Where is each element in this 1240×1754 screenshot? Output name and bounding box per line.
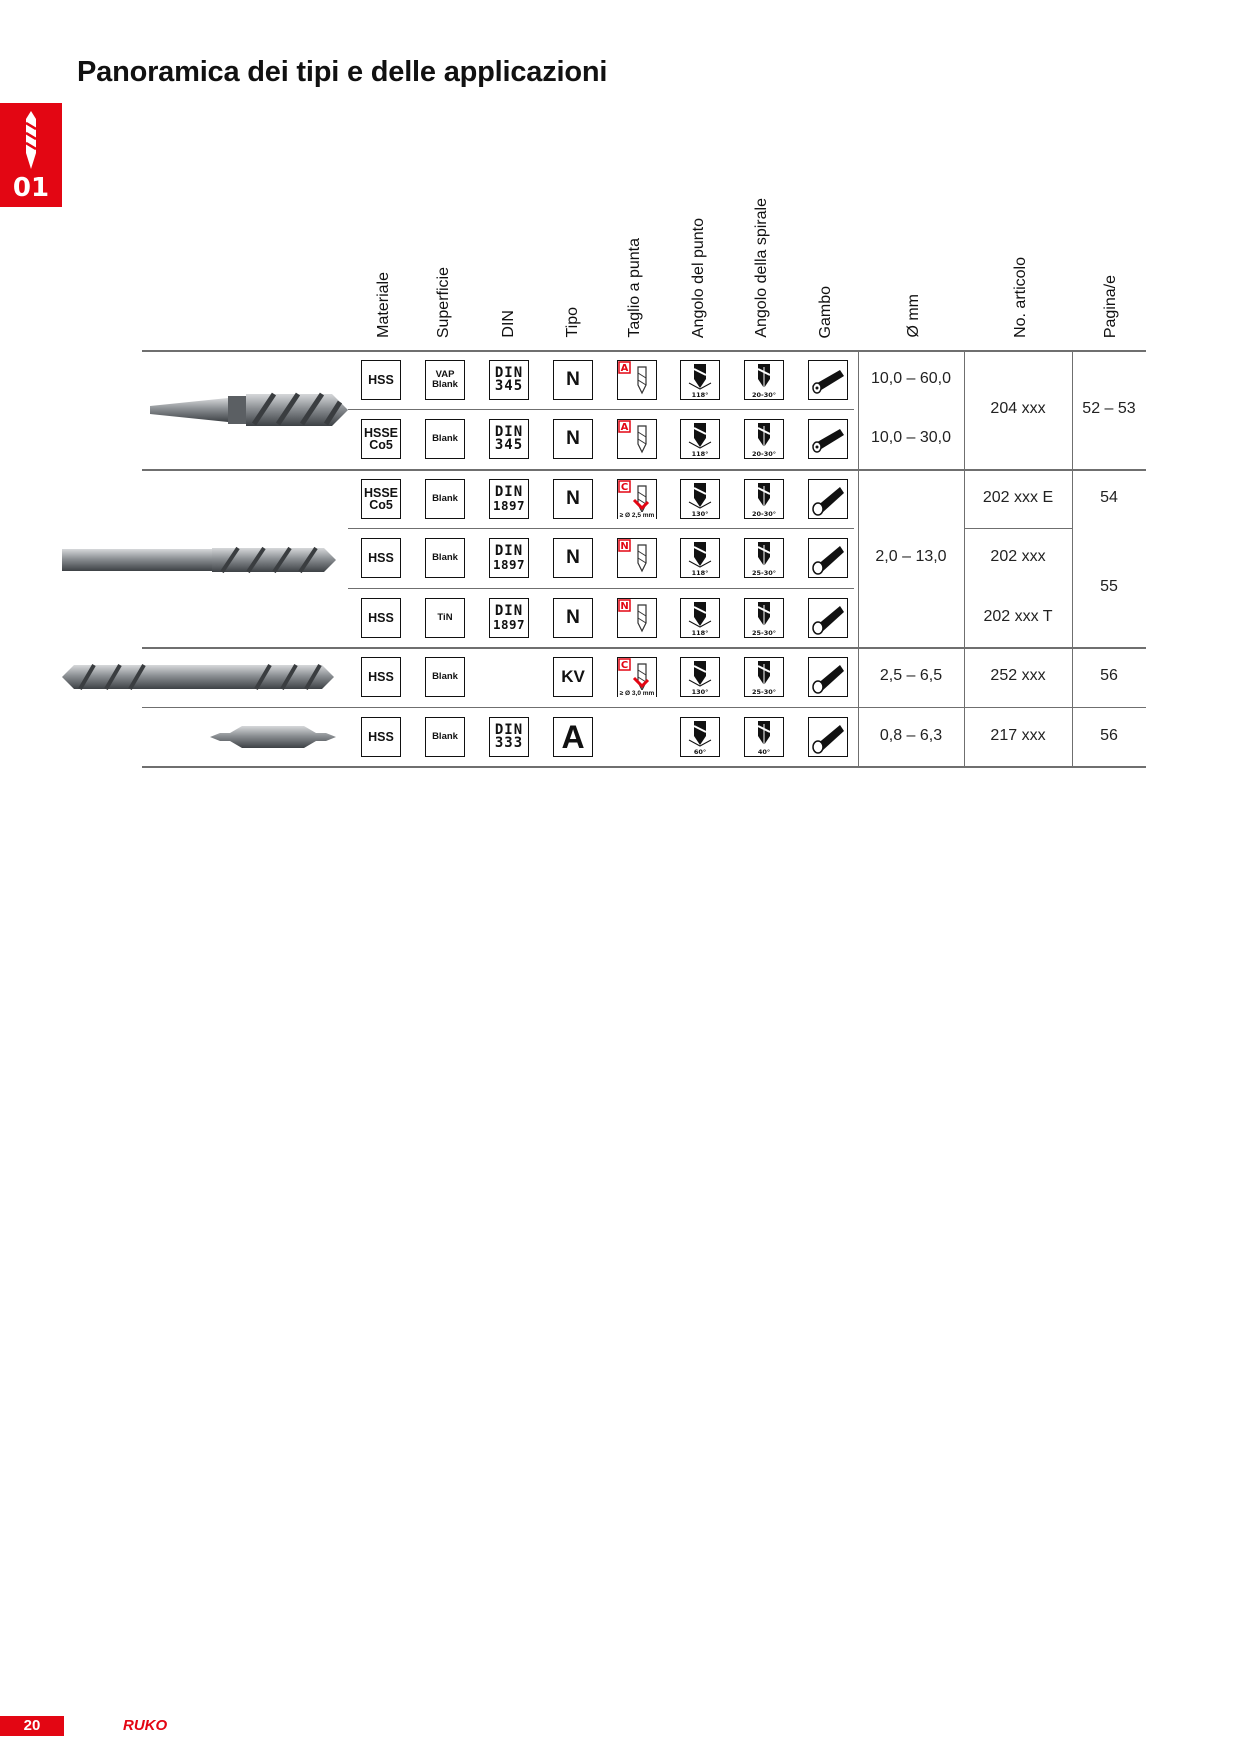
svg-text:20-30°: 20-30° xyxy=(751,391,777,399)
point-cut-icon xyxy=(617,598,657,638)
helix-angle-icon xyxy=(744,479,784,519)
diameter-cell: 0,8 – 6,3 xyxy=(879,727,943,744)
cell-line: VAP xyxy=(435,369,455,380)
surface-badge xyxy=(425,479,465,519)
cell-line: HSS xyxy=(368,373,394,387)
chapter-number: 01 xyxy=(12,173,50,203)
centre-drill-image xyxy=(210,722,336,752)
point-cut-icon xyxy=(617,360,657,400)
helix-angle-icon xyxy=(744,419,784,459)
svg-text:118°: 118° xyxy=(691,391,709,399)
cell-line: HSS xyxy=(368,551,394,565)
material-badge xyxy=(361,479,401,519)
din-badge xyxy=(489,598,529,638)
din-badge xyxy=(489,419,529,459)
double-ended-drill-image xyxy=(60,663,336,691)
header-superficie: Superficie xyxy=(435,266,452,338)
din-badge xyxy=(489,717,529,757)
svg-text:130°: 130° xyxy=(691,688,709,696)
header-gambo: Gambo xyxy=(817,285,834,338)
type-badge: N xyxy=(553,419,593,459)
cell-line: HSS xyxy=(368,670,394,684)
shank-icon xyxy=(808,598,848,638)
point-angle-icon xyxy=(680,598,720,638)
svg-text:C: C xyxy=(620,482,629,493)
table-rule xyxy=(142,647,1146,649)
cell-line: Blank xyxy=(432,731,458,742)
svg-text:130°: 130° xyxy=(691,510,709,518)
point-angle-icon xyxy=(680,419,720,459)
helix-angle-icon xyxy=(744,538,784,578)
surface-badge xyxy=(425,657,465,697)
shank-icon xyxy=(808,360,848,400)
page-number: 20 xyxy=(0,1716,64,1736)
material-badge xyxy=(361,717,401,757)
surface-badge xyxy=(425,419,465,459)
surface-badge xyxy=(425,538,465,578)
type-badge: N xyxy=(553,538,593,578)
diameter-cell: 10,0 – 30,0 xyxy=(870,429,952,446)
cell-line: Co5 xyxy=(369,498,393,512)
din-badge xyxy=(489,479,529,519)
cell-line: 1897 xyxy=(492,557,526,572)
cell-line: Blank xyxy=(432,671,458,682)
table-rule xyxy=(348,528,854,529)
cell-line: 333 xyxy=(494,735,524,751)
svg-text:40°: 40° xyxy=(757,748,771,756)
header-din: DIN xyxy=(500,310,517,338)
cell-line: Blank xyxy=(432,433,458,444)
header-diametro: Ø mm xyxy=(905,294,922,338)
table-rule xyxy=(142,766,1146,768)
svg-text:25-30°: 25-30° xyxy=(751,629,777,637)
shank-icon xyxy=(808,479,848,519)
svg-text:60°: 60° xyxy=(693,748,707,756)
svg-text:25-30°: 25-30° xyxy=(751,569,777,577)
cell-line: DIN xyxy=(494,603,524,619)
article-cell: 252 xxx xyxy=(990,667,1046,684)
svg-text:118°: 118° xyxy=(691,569,709,577)
svg-text:118°: 118° xyxy=(691,629,709,637)
shank-icon xyxy=(808,419,848,459)
cylindrical-drill-image xyxy=(62,545,338,575)
article-cell: 202 xxx xyxy=(990,548,1046,565)
surface-badge xyxy=(425,360,465,400)
cell-line: DIN xyxy=(494,365,524,381)
shank-icon xyxy=(808,657,848,697)
point-angle-icon xyxy=(680,717,720,757)
cell-line: 345 xyxy=(494,378,524,394)
cell-line: 345 xyxy=(494,437,524,453)
point-angle-icon xyxy=(680,538,720,578)
svg-text:20-30°: 20-30° xyxy=(751,510,777,518)
type-badge: N xyxy=(553,479,593,519)
cell-line: Blank xyxy=(432,379,458,390)
table-rule xyxy=(348,409,854,410)
cell-line: DIN xyxy=(494,543,524,559)
header-articolo: No. articolo xyxy=(1012,257,1029,338)
diameter-cell: 10,0 – 60,0 xyxy=(870,370,952,387)
header-materiale: Materiale xyxy=(375,272,392,338)
cell-line: HSSE xyxy=(363,486,399,500)
svg-text:C: C xyxy=(620,660,629,671)
cell-line: 1897 xyxy=(492,498,526,513)
drill-bit-icon xyxy=(20,109,42,171)
helix-angle-icon xyxy=(744,657,784,697)
svg-text:20-30°: 20-30° xyxy=(751,450,777,458)
svg-text:N: N xyxy=(620,601,629,612)
point-angle-icon xyxy=(680,479,720,519)
type-badge: KV xyxy=(553,657,593,697)
brand-logo: RUKO xyxy=(123,1717,168,1734)
diameter-cell: 2,0 – 13,0 xyxy=(875,548,947,565)
material-badge xyxy=(361,538,401,578)
cell-line: DIN xyxy=(494,424,524,440)
svg-text:N: N xyxy=(620,541,629,552)
point-cut-icon xyxy=(617,419,657,459)
article-cell: 204 xxx xyxy=(990,400,1046,417)
diameter-cell: 2,5 – 6,5 xyxy=(879,667,943,684)
helix-angle-icon xyxy=(744,717,784,757)
material-badge xyxy=(361,598,401,638)
shank-icon xyxy=(808,538,848,578)
svg-text:25-30°: 25-30° xyxy=(751,688,777,696)
svg-text:A: A xyxy=(620,363,629,374)
table-rule xyxy=(142,350,1146,352)
table-rule xyxy=(348,588,854,589)
type-badge: A xyxy=(553,717,593,757)
cell-line: 1897 xyxy=(492,617,526,632)
svg-text:118°: 118° xyxy=(691,450,709,458)
page-cell: 55 xyxy=(1100,578,1118,595)
surface-badge xyxy=(425,598,465,638)
table-rule xyxy=(142,469,1146,471)
page-cell: 54 xyxy=(1100,489,1118,506)
point-angle-icon xyxy=(680,360,720,400)
point-cut-icon xyxy=(617,657,657,697)
point-cut-icon xyxy=(617,538,657,578)
article-cell: 202 xxx E xyxy=(982,489,1054,506)
surface-badge xyxy=(425,717,465,757)
material-badge xyxy=(361,360,401,400)
cell-line: HSS xyxy=(368,611,394,625)
material-badge xyxy=(361,657,401,697)
table-rule xyxy=(142,707,1146,708)
header-angolo-punto: Angolo del punto xyxy=(690,217,707,338)
cell-line: DIN xyxy=(494,722,524,738)
cell-line: Blank xyxy=(432,493,458,504)
page-cell: 56 xyxy=(1100,727,1118,744)
table-rule xyxy=(964,528,1072,529)
chapter-tab[interactable] xyxy=(0,103,62,207)
header-pagina: Pagina/e xyxy=(1102,274,1119,338)
point-cut-icon xyxy=(617,479,657,519)
taper-shank-drill-image xyxy=(150,388,350,432)
header-taglio: Taglio a punta xyxy=(626,238,643,338)
din-badge xyxy=(489,360,529,400)
article-cell: 217 xxx xyxy=(990,727,1046,744)
cell-line: HSS xyxy=(368,730,394,744)
type-badge: N xyxy=(553,598,593,638)
article-cell: 202 xxx T xyxy=(983,608,1053,625)
page-cell: 56 xyxy=(1100,667,1118,684)
helix-angle-icon xyxy=(744,598,784,638)
header-tipo: Tipo xyxy=(564,307,581,338)
cell-line: TiN xyxy=(437,612,453,623)
cell-line: HSSE xyxy=(363,426,399,440)
point-cut-note: ≥ Ø 3,0 mm xyxy=(619,690,655,697)
cell-line: Co5 xyxy=(369,438,393,452)
point-angle-icon xyxy=(680,657,720,697)
page-title: Panoramica dei tipi e delle applicazioni xyxy=(77,56,608,88)
svg-text:A: A xyxy=(620,422,629,433)
shank-icon xyxy=(808,717,848,757)
header-angolo-spirale: Angolo della spirale xyxy=(753,198,770,338)
helix-angle-icon xyxy=(744,360,784,400)
page-cell: 52 – 53 xyxy=(1082,400,1136,417)
cell-line: DIN xyxy=(494,484,524,500)
type-badge: N xyxy=(553,360,593,400)
material-badge xyxy=(361,419,401,459)
din-badge xyxy=(489,538,529,578)
point-cut-note: ≥ Ø 2,5 mm xyxy=(619,512,655,519)
cell-line: Blank xyxy=(432,552,458,563)
